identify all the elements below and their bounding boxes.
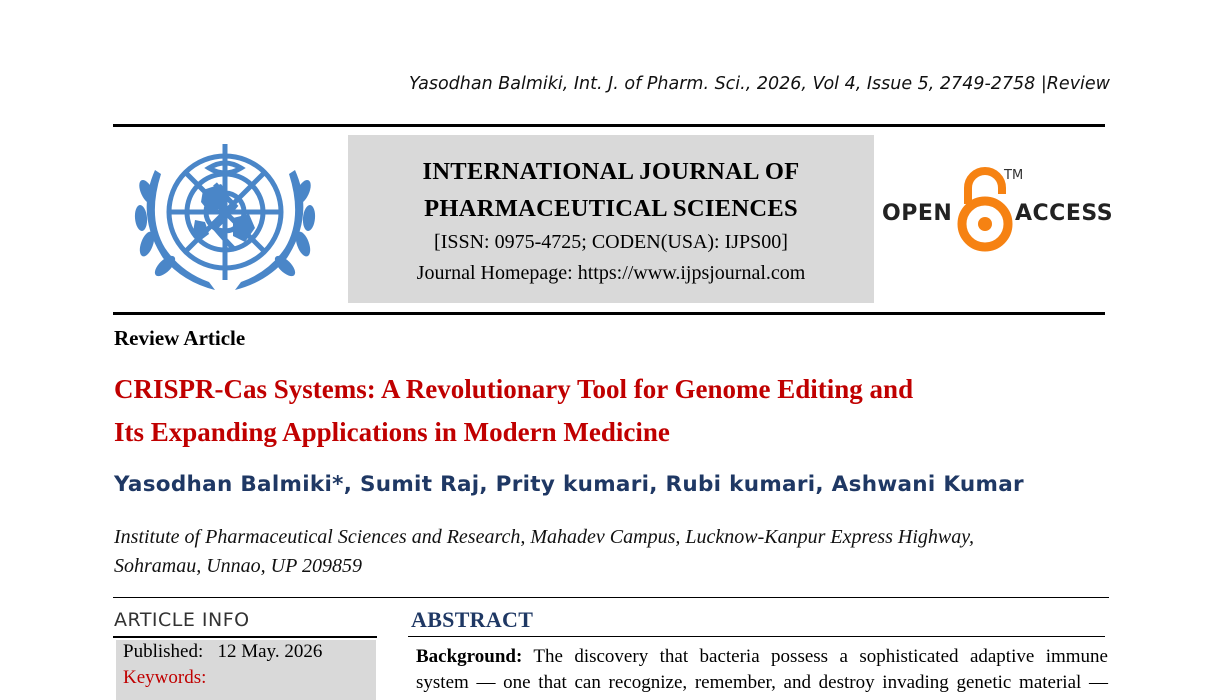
keywords-label: Keywords: <box>123 667 207 688</box>
article-type: Review Article <box>114 326 246 350</box>
abstract-heading: ABSTRACT <box>411 607 534 632</box>
journal-masthead <box>348 135 874 303</box>
citation-header: Yasodhan Balmiki, Int. J. of Pharm. Sci., 2026, Vol 4, Issue 5, 2749-2758 |Review <box>409 74 1110 94</box>
open-access-access-word: ACCESS <box>1015 201 1114 226</box>
abstract-line1-text: The discovery that bacteria possess a sophisticated adaptive immune <box>533 646 1108 667</box>
journal-title <box>348 153 874 227</box>
header-top-rule <box>113 124 1105 127</box>
article-title <box>114 368 1104 454</box>
affiliation <box>114 523 1114 581</box>
abstract-line1 <box>416 644 1108 670</box>
abstract-body <box>416 644 1108 696</box>
published-date <box>123 640 322 664</box>
journal-homepage: Journal Homepage: https://www.ijpsjournal.com <box>416 262 806 284</box>
un-emblem-icon <box>125 140 325 305</box>
background-label: Background: <box>416 646 523 667</box>
open-access-logo <box>880 164 1114 254</box>
article-info-heading: ARTICLE INFO <box>114 609 250 631</box>
journal-title-line1: INTERNATIONAL JOURNAL OF <box>422 158 800 185</box>
article-title-line2: Its Expanding Applications in Modern Medicine <box>114 417 670 447</box>
published-label: Published: <box>123 641 204 662</box>
author-list: Yasodhan Balmiki*, Sumit Raj, Prity kumari, Rubi kumari, Ashwani Kumar <box>114 472 1024 497</box>
section-divider <box>113 597 1109 598</box>
journal-title-line2: PHARMACEUTICAL SCIENCES <box>424 195 798 222</box>
journal-issn: [ISSN: 0975-4725; CODEN(USA): IJPS00] <box>434 231 788 253</box>
article-info-rule <box>113 636 377 638</box>
article-info-box <box>116 640 376 700</box>
article-title-line1: CRISPR-Cas Systems: A Revolutionary Tool for Genome Editing and <box>114 374 914 404</box>
open-access-trademark: TM <box>1004 168 1024 183</box>
affiliation-line1: Institute of Pharmaceutical Sciences and Research, Mahadev Campus, Lucknow-Kanpur Express Highway, <box>114 526 975 548</box>
open-access-open-word: OPEN <box>882 201 953 226</box>
abstract-rule <box>408 636 1105 637</box>
abstract-line2: system — one that can recognize, remember, and destroy invading genetic material — <box>416 672 1108 693</box>
header-bottom-rule <box>113 312 1105 315</box>
affiliation-line2: Sohramau, Unnao, UP 209859 <box>114 555 362 577</box>
published-value: 12 May. 2026 <box>217 641 323 662</box>
